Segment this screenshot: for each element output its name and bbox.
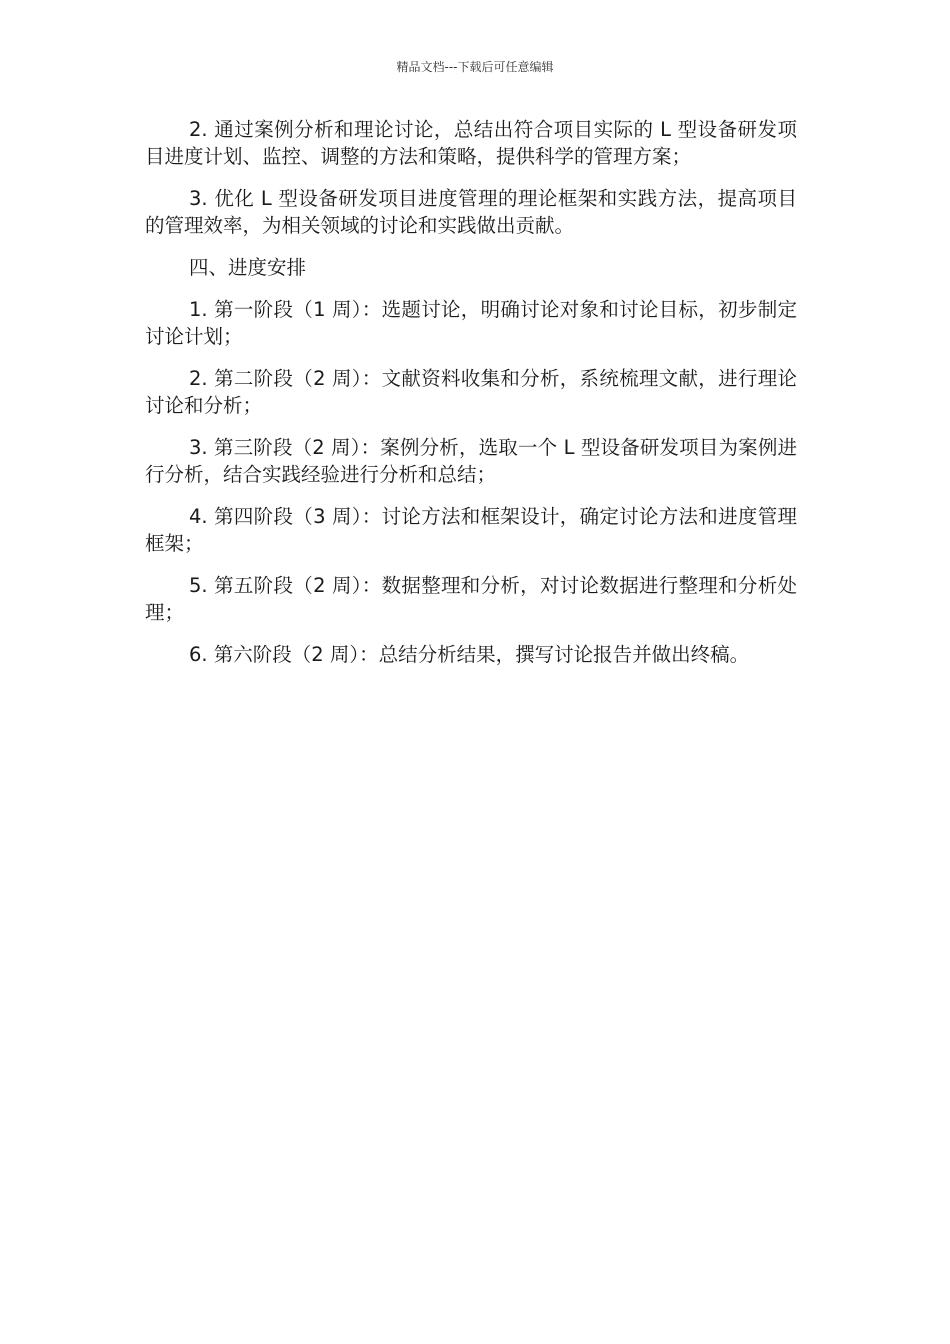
document-body: [145, 116, 797, 683]
schedule-item-2: 2. 第二阶段（2 周）：文献资料收集和分析，系统梳理文献，进行理论讨论和分析；: [145, 367, 797, 417]
schedule-item-6: 6. 第六阶段（2 周）：总结分析结果，撰写讨论报告并做出终稿。: [189, 643, 750, 666]
paragraph-goal-2: 2. 通过案例分析和理论讨论，总结出符合项目实际的 L 型设备研发项目进度计划、监控、调整的方法和策略，提供科学的管理方案；: [145, 118, 797, 168]
schedule-item-3: 3. 第三阶段（2 周）：案例分析，选取一个 L 型设备研发项目为案例进行分析，结合实践经验进行分析和总结；: [145, 436, 797, 486]
section-heading-schedule: 四、进度安排: [189, 256, 307, 279]
schedule-item-4: 4. 第四阶段（3 周）：讨论方法和框架设计，确定讨论方法和进度管理框架；: [145, 505, 797, 555]
header-note: 精品文档---下载后可任意编辑: [396, 60, 554, 74]
paragraph-goal-3: 3. 优化 L 型设备研发项目进度管理的理论框架和实践方法，提高项目的管理效率，为相关领域的讨论和实践做出贡献。: [145, 187, 797, 237]
schedule-item-1: 1. 第一阶段（1 周）：选题讨论，明确讨论对象和讨论目标，初步制定讨论计划；: [145, 298, 797, 348]
schedule-item-5: 5. 第五阶段（2 周）：数据整理和分析，对讨论数据进行整理和分析处理；: [145, 574, 797, 624]
